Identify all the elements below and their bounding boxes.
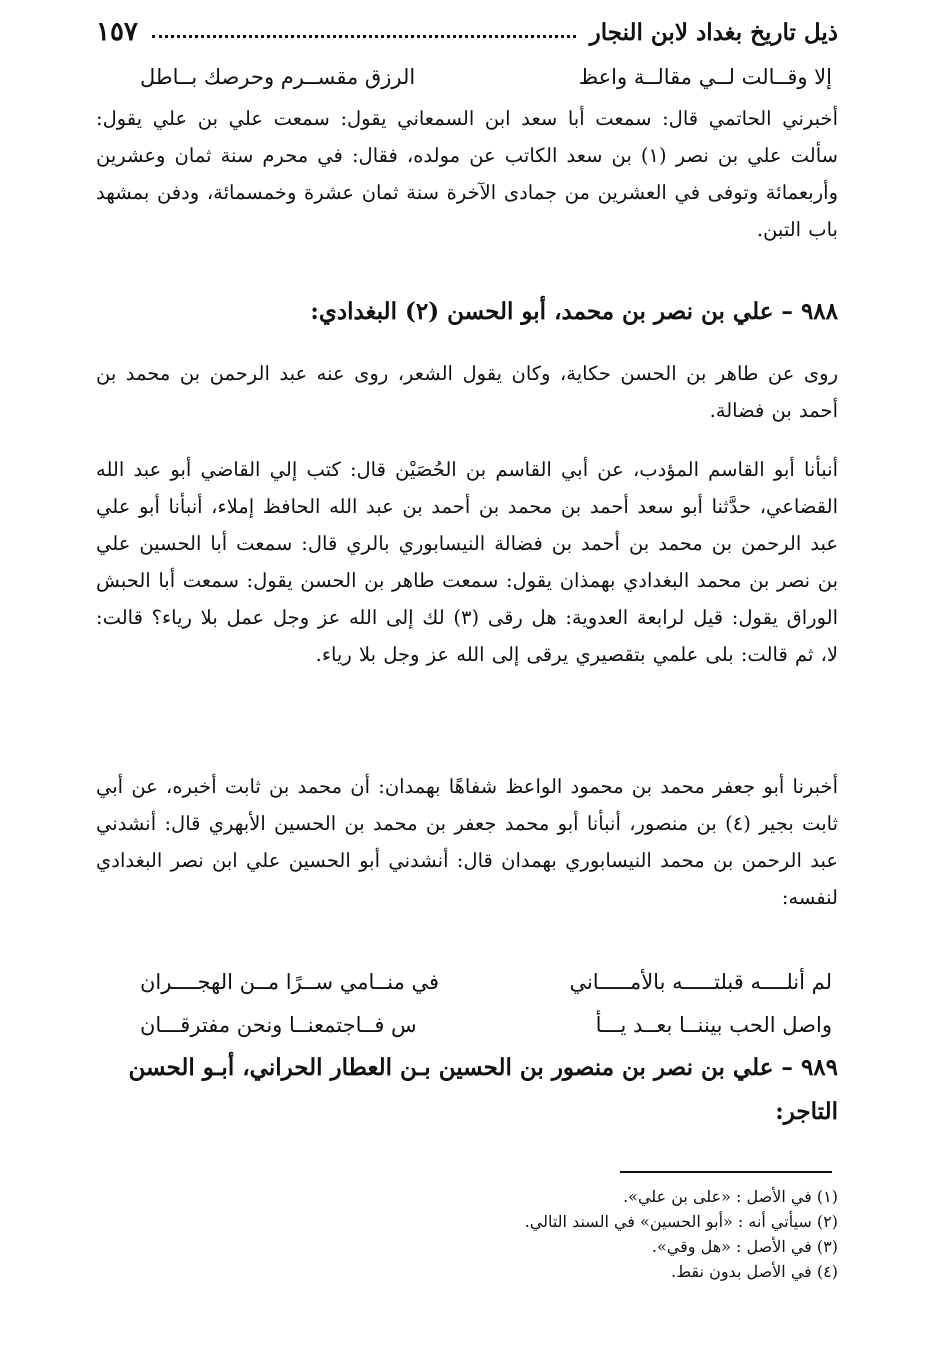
- poem-verse-1: [140, 967, 832, 997]
- footnotes: [98, 1184, 838, 1284]
- footnote-2: (٢) سيأتي أنه : «أبو الحسين» في السند التالي.: [524, 1212, 838, 1231]
- poem-verse-2: [140, 1010, 832, 1040]
- footnote-3: (٣) في الأصل : «هل وقي».: [651, 1237, 838, 1256]
- running-title: ذيل تاريخ بغداد لابن النجار: [589, 18, 838, 46]
- entry-heading-989: ٩٨٩ – علي بن نصر بن منصور بن الحسين بـن العطار الحراني، أبـو الحسن التاجر:: [128, 1054, 838, 1125]
- verse-top-first-hemistich: إلا وقــالت لــي مقالــة واعظ: [578, 65, 832, 89]
- poem-verse-1-second-hemistich: في منــامي ســرًا مــن الهجــــران: [140, 970, 440, 994]
- footnote-4: (٤) في الأصل بدون نقط.: [671, 1262, 838, 1281]
- entry-heading-988: ٩٨٨ – علي بن نصر بن محمد، أبو الحسن (٢) البغدادي:: [310, 298, 838, 325]
- dotted-leader: [152, 35, 576, 38]
- poem-verse-1-first-hemistich: لم أنلــــه قبلتـــــه بالأمـــــاني: [569, 970, 832, 994]
- verse-top-second-hemistich: الرزق مقســرم وحرصك بــاطل: [140, 65, 416, 89]
- poem-verse-2-first-hemistich: واصل الحب بيننــا بعــد يـــأ: [595, 1013, 832, 1037]
- paragraph-birth-death: أخبرني الحاتمي قال: سمعت أبا سعد ابن السمعاني يقول: سمعت علي بن علي يقول: سألت علي بن نصر (١) بن سعد الكاتب عن مولده، فقال: في محرم سنة ثمان وعشرين وأربعمائة وتوفى في العشرين من جمادى الآخرة سنة ثمان عشرة وخمسمائة، ودفن بمشهد باب التبن.: [96, 107, 839, 241]
- footnote-1: (١) في الأصل : «على بن علي».: [623, 1187, 838, 1206]
- page-header: [96, 10, 838, 54]
- verse-top: [140, 62, 832, 92]
- page-number: ١٥٧: [96, 17, 138, 47]
- footnote-divider: [620, 1171, 832, 1173]
- poem-verse-2-second-hemistich: س فــاجتمعنــا ونحن مفترقـــان: [140, 1013, 417, 1037]
- paragraph-narration: روى عن طاهر بن الحسن حكاية، وكان يقول الشعر، روى عنه عبد الرحمن بن محمد بن أحمد بن فضالة.: [96, 362, 838, 422]
- paragraph-hadith-chain: أنبأنا أبو القاسم المؤدب، عن أبي القاسم بن الحُصَيْن قال: كتب إلي القاضي أبو عبد الله القضاعي، حدَّثنا أبو سعد أحمد بن محمد بن أحمد بن عبد الله الحافظ إملاء، أنبأنا أبو علي عبد الرحمن بن محمد بن أحمد بن فضالة النيسابوري بالري قال: سمعت أبا الحسين علي بن نصر بن محمد البغدادي بهمذان يقول: سمعت طاهر بن الحسن يقول: سمعت أبا الحبش الوراق يقول: قيل لرابعة العدوية: هل رقى (٣) لك إلى الله عز وجل عمل بلا رياء؟ قالت: لا، ثم قالت: بلى علمي بتقصيري يرقى إلى الله عز وجل بلا رياء.: [96, 458, 838, 666]
- paragraph-poem-intro: أخبرنا أبو جعفر محمد بن محمود الواعظ شفاهًا بهمدان: أن محمد بن ثابت أخبره، عن أبي ثابت بجير (٤) بن منصور، أنبأنا أبو محمد جعفر بن محمد بن الحسين الأبهري قال: أنشدني عبد الرحمن بن محمد النيسابوري بهمدان قال: أنشدني أبو الحسين علي ابن نصر البغدادي لنفسه:: [96, 775, 839, 909]
